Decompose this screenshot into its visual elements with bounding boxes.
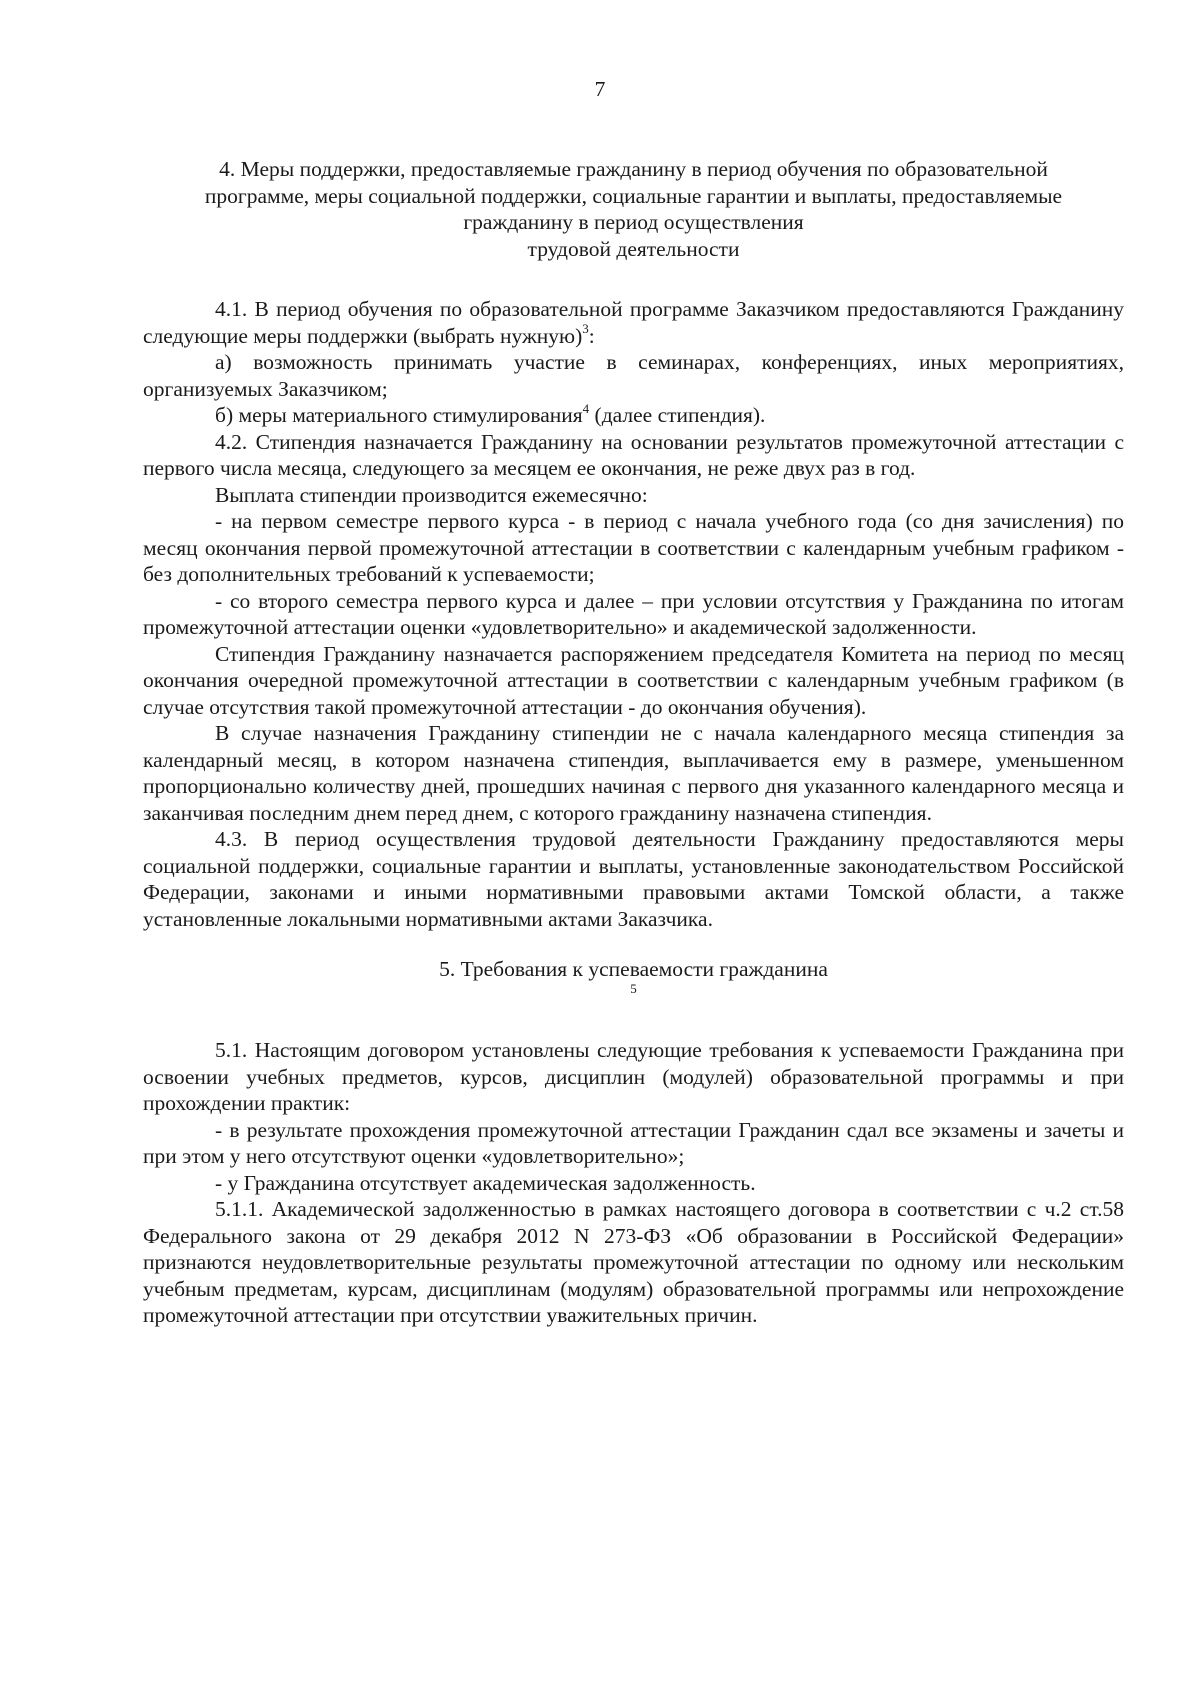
- paragraph-option-b-text: б) меры материального стимулирования: [215, 403, 583, 427]
- paragraph-payment: Выплата стипендии производится ежемесячно:: [215, 482, 648, 507]
- section-4-heading-line: гражданину в период осуществления: [463, 210, 804, 234]
- section-5-heading-text: 5. Требования к успеваемости гражданина: [439, 957, 828, 981]
- paragraph-second-semester: - со второго семестра первого курса и далее – при условии отсутствия у Гражданина по итогам промежуточной аттестации оценки «удовлетворительно» и академической задолженности.: [143, 588, 1124, 639]
- paragraph-exams: - в результате прохождения промежуточной аттестации Гражданин сдал все экзамены и зачеты и при этом у него отсутствуют оценки «удовлетворительно»;: [143, 1117, 1124, 1168]
- section-4-heading-line: программе, меры социальной поддержки, социальные гарантии и выплаты, предоставляемые: [204, 183, 1063, 208]
- paragraph-5-1-1: 5.1.1. Академической задолженностью в рамках настоящего договора в соответствии с ч.2 ст.58 Федерального закона от 29 декабря 2012 N 273-ФЗ «Об образовании в Российской Федерации» признаются неудовлетворительные результаты промежуточной аттестации по одному или нескольким учебным предметам, курсам, дисциплинам (модулям) образовательной программы или непрохождение промежуточной аттестации при отсутствии уважительных причин.: [143, 1197, 1124, 1327]
- paragraph-4-2: 4.2. Стипендия назначается Гражданину на основании результатов промежуточной аттестации с первого числа месяца, следующего за месяцем ее окончания, не реже двух раз в год.: [143, 429, 1124, 480]
- paragraph-partial-month: В случае назначения Гражданину стипендии не с начала календарного месяца стипендия за календарный месяц, в котором назначена стипендия, выплачивается ему в размере, уменьшенном пропорционально количеству дней, прошедших начиная с первого дня указанного календарного месяца и заканчивая последним днем перед днем, с которого гражданину назначена стипендия.: [143, 721, 1124, 825]
- section-4-heading-line: трудовой деятельности: [527, 236, 740, 261]
- section-4-heading: [143, 156, 1124, 262]
- paragraph-4-1-text: 4.1. В период обучения по образовательной программе Заказчиком предоставляются Гражданину следующие меры поддержки (выбрать нужную): [143, 297, 1124, 348]
- paragraph-option-a: а) возможность принимать участие в семинарах, конференциях, иных мероприятиях, организуемых Заказчиком;: [143, 350, 1124, 401]
- footnote-ref-4: 4: [582, 400, 590, 416]
- paragraph-no-debt: - у Гражданина отсутствует академическая задолженность.: [215, 1170, 756, 1195]
- paragraph-4-1: [143, 296, 1124, 349]
- paragraph-option-b: [143, 402, 1124, 429]
- footnote-ref-3: 3: [582, 321, 589, 337]
- paragraph-scholarship-order: Стипендия Гражданину назначается распоряжением председателя Комитета на период по месяц окончания очередной промежуточной аттестации в соответствии с календарным учебным графиком (в случае отсутствия такой промежуточной аттестации - до окончания обучения).: [143, 641, 1124, 719]
- paragraph-first-semester: - на первом семестре первого курса - в период с начала учебного года (со дня зачисления) по месяц окончания первой промежуточной аттестации в соответствии с календарным учебным графиком - без дополнительных требований к успеваемости;: [143, 509, 1124, 586]
- paragraph-5-1: 5.1. Настоящим договором установлены следующие требования к успеваемости Гражданина при освоении учебных предметов, курсов, дисциплин (модулей) образовательной программы и при прохождении практик:: [143, 1038, 1124, 1115]
- paragraph-option-b-end: (далее стипендия).: [589, 403, 766, 427]
- document-body: [143, 156, 1124, 1329]
- section-5-heading: [143, 956, 1124, 1009]
- paragraph-4-3: 4.3. В период осуществления трудовой деятельности Гражданину предоставляются меры социальной поддержки, социальные гарантии и выплаты, установленные законодательством Российской Федерации, законами и иными нормативными правовыми актами Томской области, а также установленные локальными нормативными актами Заказчика.: [143, 827, 1124, 931]
- paragraph-4-1-end: :: [588, 323, 595, 348]
- page-number: 7: [594, 77, 606, 101]
- footnote-ref-5: 5: [630, 981, 637, 997]
- section-4-heading-line: 4. Меры поддержки, предоставляемые гражданину в период обучения по образовательной: [219, 157, 1048, 181]
